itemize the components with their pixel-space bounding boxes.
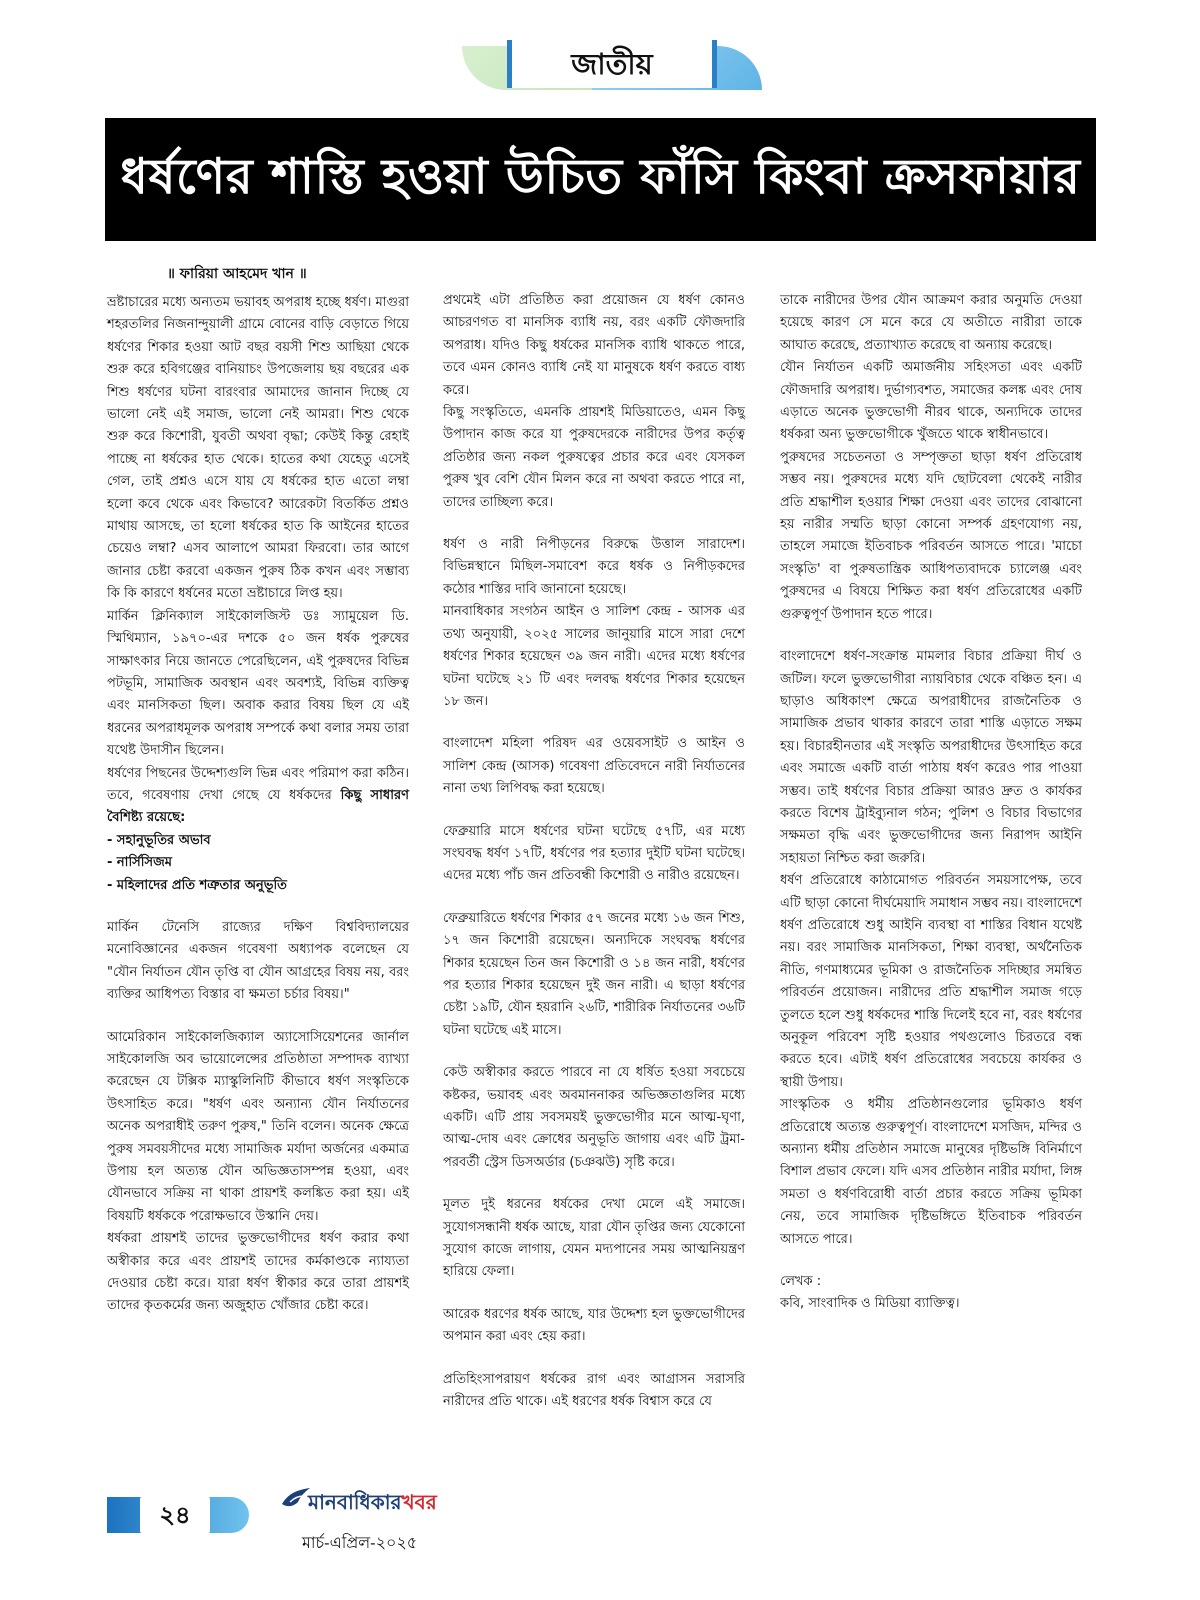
- paragraph: ফেব্রুয়ারি মাসে ধর্ষণের ঘটনা ঘটেছে ৫৭টি, এর মধ্যে সংঘবদ্ধ ধর্ষণ ১৭টি, ধর্ষণের পর হত্যার দুইটি ঘটনা ঘটেছে। এদের মধ্যে পাঁচ জন প্রতিবন্ধী কিশোরী ও নারীও রয়েছেন।: [443, 823, 745, 884]
- paragraph: তাকে নারীদের উপর যৌন আক্রমণ করার অনুমতি দেওয়া হয়েছে কারণ সে মনে করে যে অতীতে নারীরা তাকে আঘাত করেছে, প্রত্যাখ্যাত করেছে বা অন্যায় করেছে।: [780, 293, 1082, 353]
- paragraph: ধর্ষণ প্রতিরোধে কাঠামোগত পরিবর্তন সময়সাপেক্ষ, তবে এটি ছাড়া কোনো দীর্ঘমেয়াদি সমাধান সম্ভব নয়। বাংলাদেশে ধর্ষণ প্রতিরোধে শুধু আইনি ব্যবস্থা বা শাস্তির বিধান যথেষ্ট নয়। বরং সামাজিক মানসিকতা, শিক্ষা ব্যবস্থা, অর্থনৈতিক নীতি, গণমাধ্যমের ভূমিকা ও রাজনৈতিক সদিচ্ছার সমন্বিত পরিবর্তন প্রয়োজন। নারীদের প্রতি শ্রদ্ধাশীল সমাজ গড়ে তুলতে হলে শুধু ধর্ষকদের শাস্তি দিলেই হবে না, বরং ধর্ষণের অনুকূল পরিবেশ সৃষ্টি হওয়ার পথগুলোও চিরতরে বন্ধ করতে হবে। এটাই ধর্ষণ প্রতিরোধের সবচেয়ে কার্যকর ও স্থায়ী উপায়।: [780, 873, 1082, 1090]
- paragraph: [107, 763, 409, 830]
- byline: ॥ ফারিয়া আহমেদ খান ॥: [167, 266, 307, 282]
- paragraph: কিছু সংস্কৃতিতে, এমনকি প্রায়শই মিডিয়াতেও, এমন কিছু উপাদান কাজ করে যা পুরুষদেরকে নারীদের উপর কর্তৃত্ব প্রতিষ্ঠার জন্য নকল পুরুষত্বের প্রচার করে এবং যেসকল পুরুষ খুব বেশি যৌন মিলন করে না অথবা করতে পারে না, তাদের তাচ্ছিল্য করে।: [443, 405, 745, 510]
- page-number: ২৪: [140, 1497, 210, 1533]
- trait-item: - সহানুভূতির অভাব: [107, 832, 211, 848]
- paragraph-text: ধর্ষণের পিছনের উদ্দেশ্যগুলি ভিন্ন এবং পরিমাপ করা কঠিন। তবে, গবেষণায় দেখা গেছে যে ধর্ষকদের: [107, 765, 409, 803]
- paragraph: বাংলাদেশ মহিলা পরিষদ এর ওয়েবসাইট ও আইন ও সালিশ কেন্দ্র (আসক) গবেষণা প্রতিবেদনে নারী নির্যাতনের নানা তথ্য লিপিবদ্ধ করা হয়েছে।: [443, 736, 745, 797]
- paragraph: ভ্রষ্টাচারের মধ্যে অন্যতম ভয়াবহ অপরাধ হচ্ছে ধর্ষণ। মাগুরা শহরতলির নিজনান্দুয়ালী গ্রামে বোনের বাড়ি বেড়াতে গিয়ে ধর্ষণের শিকার হওয়া আট বছর বয়সী শিশু আছিয়া থেকে শুরু করে হবিগঞ্জের বানিয়াচং উপজেলায় ছয় বছরের এক শিশু ধর্ষণের ঘটনা বারংবার আমাদের জানান দিচ্ছে যে ভালো নেই এই সমাজ, ভালো নেই আমরা। শিশু থেকে শুরু করে কিশোরী, যুবতী অথবা বৃদ্ধা; কেউই কিন্তু রেহাই পাচ্ছে না ধর্ষকের হাত থেকে। হাতের কথা যেহেতু এসেই গেল, তাই প্রশ্নও এসে যায় যে ধর্ষকের হাত এতো লম্বা হলো কবে থেকে এবং কিভাবে? আরেকটা বিতর্কিত প্রশ্নও মাথায় আসছে, তা হলো ধর্ষকের হাত কি আইনের হাতের চেয়েও লম্বা? এসব আলাপে আমরা ফিরবো। তার আগে জানার চেষ্টা করবো একজন পুরুষ ঠিক কখন এবং সম্ভাব্য কি কি কারণে ধর্ষনের মতো ভ্রষ্টাচারে লিপ্ত হয়।: [107, 295, 409, 602]
- logo-accent: খবর: [401, 1490, 437, 1514]
- issue-date: মার্চ-এপ্রিল-২০২৫: [302, 1533, 418, 1552]
- paragraph: মার্কিন ক্লিনিক্যাল সাইকোলজিস্ট ডঃ স্যামুয়েল ডি. স্মিথিম্যান, ১৯৭০-এর দশকে ৫০ জন ধর্ষক পুরুষের সাক্ষাৎকার নিয়ে জানতে পেরেছিলেন, এই পুরুষদের বিভিন্ন পটভূমি, সামাজিক অবস্থান এবং অবশ্যই, বিভিন্ন ব্যক্তিত্ব এবং মানসিকতা ছিল। অবাক করার বিষয় ছিল যে এই ধরনের অপরাধমূলক অপরাধ সম্পর্কে কথা বলার সময় তারা যথেষ্ট উদাসীন ছিলেন।: [107, 608, 409, 759]
- section-label-box: [507, 40, 717, 88]
- paragraph: প্রতিহিংসাপরায়ণ ধর্ষকের রাগ এবং আগ্রাসন সরাসরি নারীদের প্রতি থাকে। এই ধরণের ধর্ষক বিশ্বাস করে যে: [443, 1371, 745, 1410]
- paragraph: মূলত দুই ধরনের ধর্ষকের দেখা মেলে এই সমাজে। সুযোগসন্ধানী ধর্ষক আছে, যারা যৌন তৃপ্তির জন্য যেকোনো সুযোগ কাজে লাগায়, যেমন মদ্যপানের সময় আত্মনিয়ন্ত্রণ হারিয়ে ফেলা।: [443, 1197, 745, 1280]
- paragraph: বাংলাদেশে ধর্ষণ-সংক্রান্ত মামলার বিচার প্রক্রিয়া দীর্ঘ ও জটিল। ফলে ভুক্তভোগীরা ন্যায়বিচার থেকে বঞ্চিত হন। এ ছাড়াও অধিকাংশ ক্ষেত্রে অপরাধীদের রাজনৈতিক ও সামাজিক প্রভাব থাকার কারণে তারা শাস্তি এড়াতে সক্ষম হয়। বিচারহীনতার এই সংস্কৃতি অপরাধীদের উৎসাহিত করে এবং সমাজে একটি বার্তা পাঠায় ধর্ষণ করেও পার পাওয়া সম্ভব। তাই ধর্ষণের বিচার প্রক্রিয়া আরও দ্রুত ও কার্যকর করতে বিশেষ ট্রাইব্যুনাল গঠন; পুলিশ ও বিচার বিভাগের সক্ষমতা বৃদ্ধি এবং ভুক্তভোগীদের জন্য নিরাপদ আইনি সহায়তা নিশ্চিত করা জরুরি।: [780, 649, 1082, 866]
- author-label: লেখক :: [780, 1274, 822, 1290]
- publication-logo: [280, 1484, 520, 1524]
- logo-main: মানবাধিকার: [308, 1490, 402, 1514]
- paragraph: ফেব্রুয়ারিতে ধর্ষণের শিকার ৫৭ জনের মধ্যে ১৬ জন শিশু, ১৭ জন কিশোরী রয়েছেন। অন্যদিকে সংঘবদ্ধ ধর্ষণের শিকার হয়েছেন তিন জন কিশোরী ও ১৪ জন নারী, ধর্ষণের পর হত্যার শিকার হয়েছেন দুই জন নারী। এ ছাড়া ধর্ষণের চেষ্টা ১৯টি, যৌন হয়রানি ২৬টি, শারীরিক নির্যাতনের ৩৬টি ঘটনা ঘটেছে এই মাসে।: [443, 910, 745, 1038]
- paragraph-bold-text: কিছু সাধারণ বৈশিষ্ট্য রয়েছে:: [107, 787, 409, 826]
- trait-item: - নার্সিসিজম: [107, 855, 172, 871]
- paragraph: মানবাধিকার সংগঠন আইন ও সালিশ কেন্দ্র - আসক এর তথ্য অনুযায়ী, ২০২৫ সালের জানুয়ারি মাসে সারা দেশে ধর্ষণের শিকার হয়েছেন ৩৯ জন নারী। এদের মধ্যে ধর্ষণের ঘটনা ঘটেছে ২১ টি এবং দলবদ্ধ ধর্ষণের শিকার হয়েছেন ১৮ জন।: [443, 604, 745, 709]
- paragraph: আমেরিকান সাইকোলজিক্যাল অ্যাসোসিয়েশনের জার্নাল সাইকোলজি অব ভায়োলেন্সের প্রতিষ্ঠাতা সম্পাদক ব্যাখ্যা করেছেন যে টক্সিক ম্যাস্কুলিনিটি কীভাবে ধর্ষণ সংস্কৃতিকে উৎসাহিত করে। "ধর্ষণ এবং অন্যান্য যৌন নির্যাতনের অনেক অপরাধীই তরুণ পুরুষ," তিনি বলেন। অনেক ক্ষেত্রে পুরুষ সমবয়সীদের মধ্যে সামাজিক মর্যাদা অর্জনের একমাত্র উপায় হল অত্যন্ত যৌন অভিজ্ঞতাসম্পন্ন হওয়া, এবং যৌনভাবে সক্রিয় না থাকা প্রায়শই কলঙ্কিত করা হয়। এই বিষয়টি ধর্ষককে পরোক্ষভাবে উস্কানি দেয়।: [107, 1029, 409, 1224]
- paragraph: মার্কিন টেনেসি রাজ্যের দক্ষিণ বিশ্ববিদ্যালয়ের মনোবিজ্ঞানের একজন গবেষণা অধ্যাপক বলেছেন যে "যৌন নির্যাতন যৌন তৃপ্তি বা যৌন আগ্রহের বিষয় নয়, বরং ব্যক্তির আধিপত্য বিস্তার বা ক্ষমতা চর্চার বিষয়।": [107, 919, 409, 1003]
- headline-text: ধর্ষণের শাস্তি হওয়া উচিত ফাঁসি কিংবা ক্রসফায়ার: [120, 146, 1081, 205]
- section-tab: [462, 40, 762, 98]
- paragraph: যৌন নির্যাতন একটি অমার্জনীয় সহিংসতা এবং একটি ফৌজদারি অপরাধ। দুর্ভাগ্যবশত, সমাজের কলঙ্ক এবং দোষ এড়াতে অনেক ভুক্তভোগী নীরব থাকে, অন্যদিকে তাদের ধর্ষকরা অন্য ভুক্তভোগীকে খুঁজতে থাকে স্বাধীনভাবে।: [780, 360, 1082, 443]
- article-column-2: [443, 290, 745, 1413]
- paragraph: পুরুষদের সচেতনতা ও সম্পৃক্ততা ছাড়া ধর্ষণ প্রতিরোধ সম্ভব নয়। পুরুষদের মধ্যে যদি ছোটবেলা থেকেই নারীর প্রতি শ্রদ্ধাশীল হওয়ার শিক্ষা দেওয়া এবং তাদের বোঝানো হয় নারীর সম্মতি ছাড়া কোনো সম্পর্ক গ্রহণযোগ্য নয়, তাহলে সমাজে ইতিবাচক পরিবর্তন আসতে পারে। 'মাচো সংস্কৃতি' বা পুরুষতান্ত্রিক আধিপত্যবাদকে চ্যালেঞ্জ এবং পুরুষদের এ বিষয়ে শিক্ষিত করা ধর্ষণ প্রতিরোধের একটি গুরুত্বপূর্ণ উপাদান হতে পারে।: [780, 449, 1082, 622]
- author-bio: কবি, সাংবাদিক ও মিডিয়া ব্যাক্তিত্ব।: [780, 1296, 960, 1312]
- paragraph: প্রথমেই এটা প্রতিষ্ঠিত করা প্রয়োজন যে ধর্ষণ কোনও আচরণগত বা মানসিক ব্যাধি নয়, বরং একটি ফৌজদারি অপরাধ। যদিও কিছু ধর্ষকের মানসিক ব্যাধি থাকতে পারে, তবে এমন কোনও ব্যাধি নেই যা মানুষকে ধর্ষণ করতে বাধ্য করে।: [443, 293, 745, 398]
- paragraph: কেউ অস্বীকার করতে পারবে না যে ধর্ষিত হওয়া সবচেয়ে কষ্টকর, ভয়াবহ এবং অবমাননাকর অভিজ্ঞতাগুলির মধ্যে একটি। এটি প্রায় সবসময়ই ভুক্তভোগীর মনে আত্ম-ঘৃণা, আত্ম-দোষ এবং ক্রোধের অনুভূতি জাগায় এবং এটি ট্রমা-পরবর্তী স্ট্রেস ডিসঅর্ডার (চঞঝউ) সৃষ্টি করে।: [443, 1065, 745, 1170]
- section-label: জাতীয়: [571, 47, 653, 81]
- paragraph: সাংস্কৃতিক ও ধর্মীয় প্রতিষ্ঠানগুলোর ভূমিকাও ধর্ষণ প্রতিরোধে অত্যন্ত গুরুত্বপূর্ণ। বাংলাদেশে মসজিদ, মন্দির ও অন্যান্য ধর্মীয় প্রতিষ্ঠান সমাজে মানুষের দৃষ্টিভঙ্গি বিনির্মাণে বিশাল প্রভাব ফেলে। যদি এসব প্রতিষ্ঠান নারীর মর্যাদা, লিঙ্গ সমতা ও ধর্ষণবিরোধী বার্তা প্রচার করতে সক্রিয় ভূমিকা নেয়, তবে সামাজিক দৃষ্টিভঙ্গিতে ইতিবাচক পরিবর্তন আসতে পারে।: [780, 1097, 1082, 1247]
- paragraph: ধর্ষণ ও নারী নিপীড়নের বিরুদ্ধে উত্তাল সারাদেশ। বিভিন্নস্থানে মিছিল-সমাবেশ করে ধর্ষক ও নিপীড়কদের কঠোর শাস্তির দাবি জানানো হয়েছে।: [443, 537, 745, 597]
- trait-item: - মহিলাদের প্রতি শত্রুতার অনুভূতি: [107, 877, 287, 893]
- article-column-1: [107, 262, 409, 1318]
- article-column-3: [780, 290, 1082, 1316]
- paragraph: আরেক ধরণের ধর্ষক আছে, যার উদ্দেশ্য হল ভুক্তভোগীদের অপমান করা এবং হেয় করা।: [443, 1306, 745, 1345]
- paragraph: ধর্ষকরা প্রায়শই তাদের ভুক্তভোগীদের ধর্ষণ করার কথা অস্বীকার করে এবং প্রায়শই তাদের কর্মকাণ্ডকে ন্যায্যতা দেওয়ার চেষ্টা করে। যারা ধর্ষণ স্বীকার করে তারা প্রায়শই তাদের কৃতকর্মের জন্য অজুহাত খোঁজার চেষ্টা করে।: [107, 1231, 409, 1314]
- logo-text: [308, 1488, 437, 1521]
- headline-banner: [105, 118, 1096, 241]
